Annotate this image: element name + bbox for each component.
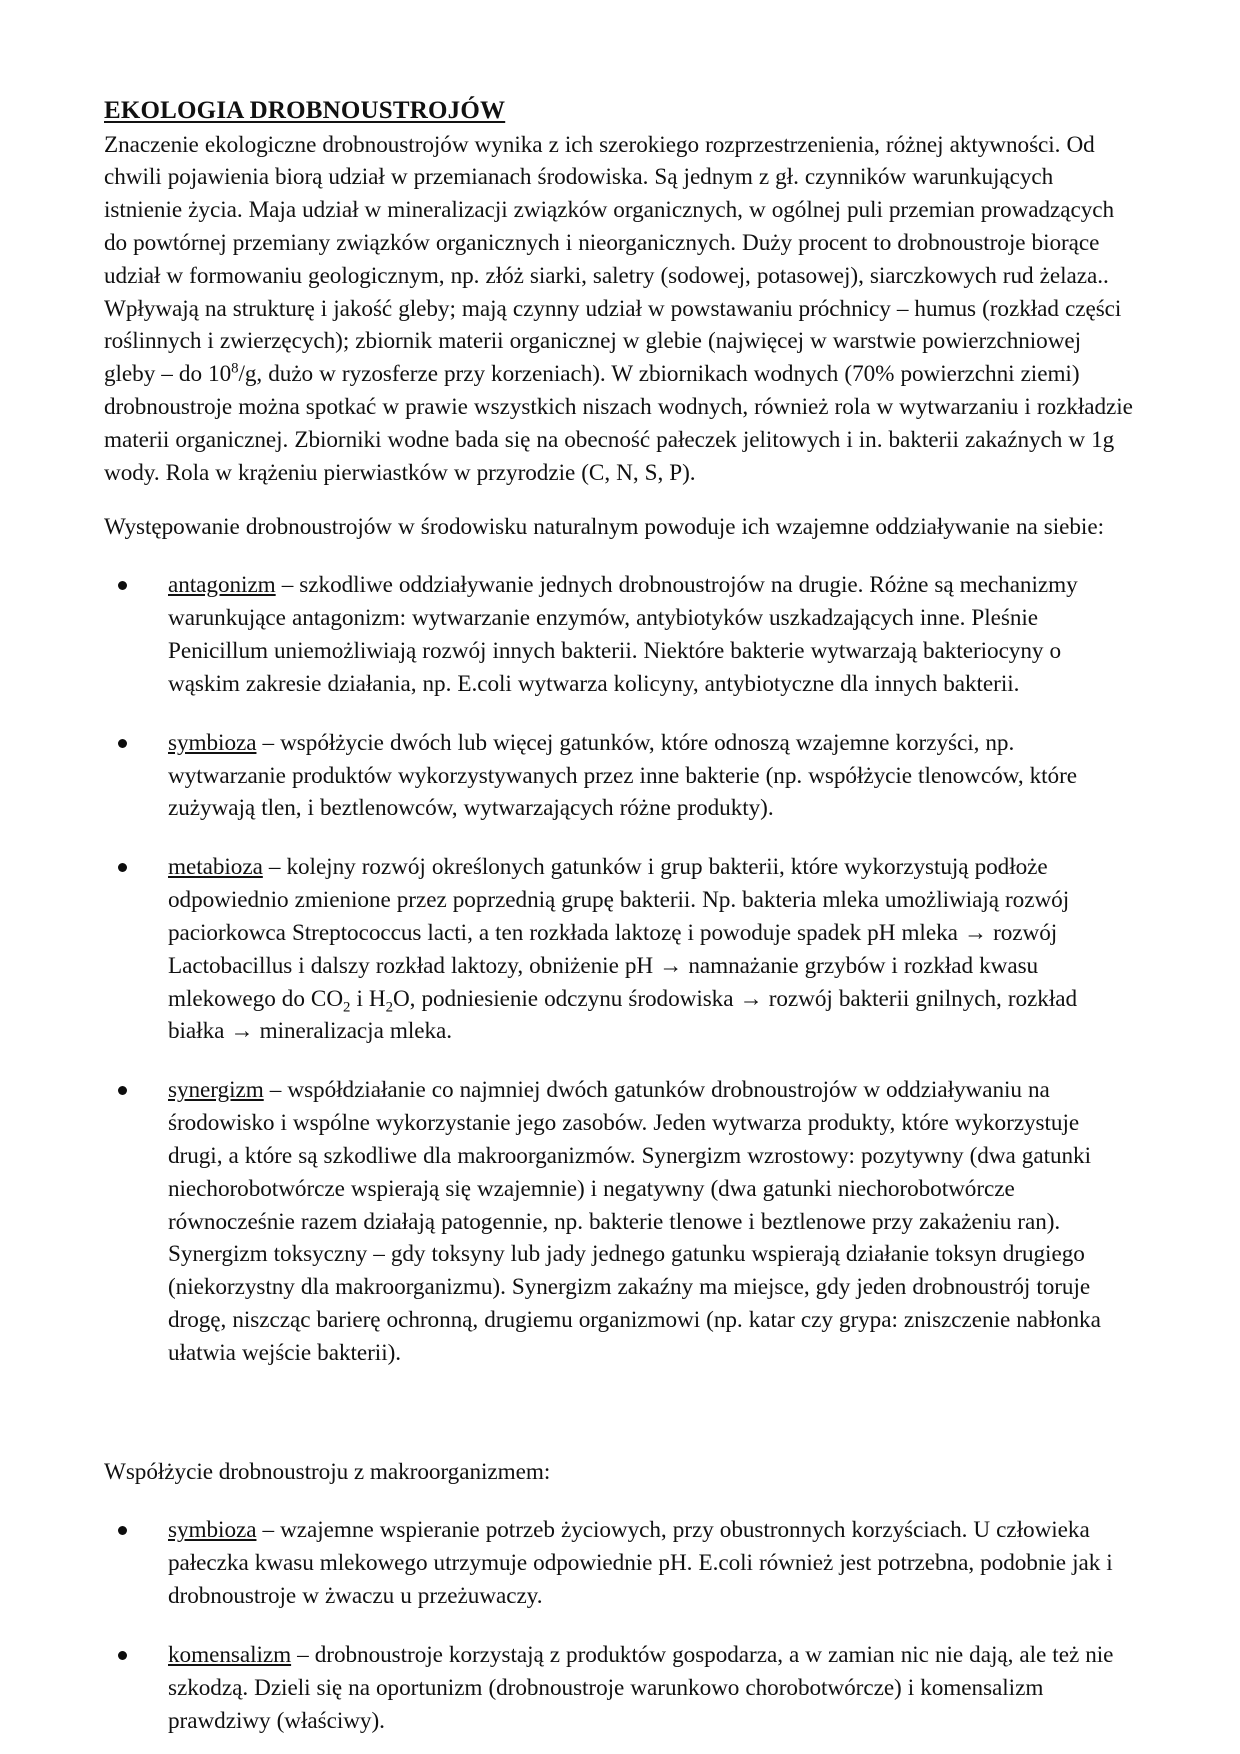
co2-subscript: 2 (343, 999, 351, 1016)
intro-exponent: 8 (231, 360, 239, 377)
definition-metabioza-part2: i H (350, 985, 386, 1012)
list-item (104, 1074, 1136, 1369)
page-title: EKOLOGIA DROBNOUSTROJÓW (104, 97, 506, 124)
term-symbioza-macro: symbioza (168, 1517, 257, 1544)
natural-environment-bullet-list (104, 569, 1136, 1369)
definition-metabioza-part3: O, podniesienie odczynu środowiska → rozwój bakterii gnilnych, rozkład białka → mineralizacja mleka. (168, 985, 1078, 1045)
term-metabioza: metabioza (168, 854, 263, 881)
definition-komensalizm: – drobnoustroje korzystają z produktów gospodarza, a w zamian nic nie dają, ale też nie szkodzą. Dzieli się na oportunizm (drobnoustroje warunkowo chorobotwórcze) i komensalizm prawdziwy (właściwy). (168, 1641, 1114, 1734)
definition-antagonizm: – szkodliwe oddziaływanie jednych drobnoustrojów na drugie. Różne są mechanizmy warunkujące antagonizm: wytwarzanie enzymów, antybiotyków uszkadzających inne. Pleśnie Penicillum uniemożliwiają rozwój innych bakterii. Niektóre bakterie wytwarzają bakteriocyny o wąskim zakresie działania, np. E.coli wytwarza kolicyny, antybiotyczne dla innych bakterii. (168, 572, 1078, 697)
definition-metabioza-part1: – kolejny rozwój określonych gatunków i grup bakterii, które wykorzystują podłoże odpowiednio zmienione przez poprzednią grupę bakterii. Np. bakteria mleka umożliwiają rozwój paciorkowca Streptococcus lacti, a ten rozkłada laktozę i powoduje spadek pH mleka → rozwój Lactobacillus i dalszy rozkład laktozy, obniżenie pH → namnażanie grzybów i rozkład kwasu mlekowego do CO (168, 854, 1070, 1012)
list-item (104, 851, 1136, 1048)
list-item (104, 727, 1136, 825)
intro-paragraph (104, 129, 1136, 490)
term-komensalizm: komensalizm (168, 1641, 292, 1668)
term-antagonizm: antagonizm (168, 572, 276, 599)
intro-text-part1: Znaczenie ekologiczne drobnoustrojów wynika z ich szerokiego rozprzestrzenienia, różnej aktywności. Od chwili pojawienia biorą udział w przemianach środowiska. Są jednym z gł. czynników warunkujących istnienie życia. Maja udział w mineralizacji związków organicznych, w ogólnej puli przemian prowadzących do powtórnej przemiany związków organicznych i nieorganicznych. Duży procent to drobnoustroje biorące udział w formowaniu geologicznym, np. złóż siarki, saletry (sodowej, potasowej), siarczkowych rud żelaza.. Wpływają na strukturę i jakość gleby; mają czynny udział w powstawaniu próchnicy – humus (rozkład części roślinnych i zwierzęcych); zbiornik materii organicznej w glebie (najwięcej w warstwie powierzchniowej gleby – do 10 (104, 131, 1122, 388)
list-item (104, 1639, 1136, 1737)
intro-text-part2: /g, dużo w ryzosferze przy korzeniach). W zbiornikach wodnych (70% powierzchni ziemi) drobnoustroje można spotkać w prawie wszystkich niszach wodnych, również rola w wytwarzaniu i rozkładzie materii organicznej. Zbiorniki wodne bada się na obecność pałeczek jelitowych i in. bakterii zakaźnych w 1g wody. Rola w krążeniu pierwiastków w przyrodzie (C, N, S, P). (104, 361, 1133, 486)
macroorganism-section-lead: Współżycie drobnoustroju z makroorganizmem: (104, 1458, 551, 1485)
definition-symbioza: – współżycie dwóch lub więcej gatunków, które odnoszą wzajemne korzyści, np. wytwarzanie produktów wykorzystywanych przez inne bakterie (np. współżycie tlenowców, które zużywają tlen, i beztlenowców, wytwarzających różne produkty). (168, 729, 1078, 822)
term-synergizm: synergizm (168, 1077, 264, 1104)
definition-synergizm: – współdziałanie co najmniej dwóch gatunków drobnoustrojów w oddziaływaniu na środowisko i wspólne wykorzystanie jego zasobów. Jeden wytwarza produkty, które wykorzystuje drugi, a które są szkodliwe dla makroorganizmów. Synergizm wzrostowy: pozytywny (dwa gatunki niechorobotwórcze wspierają się wzajemnie) i negatywny (dwa gatunki niechorobotwórcze równocześnie razem działają patogennie, np. bakterie tlenowe i beztlenowe przy zakażeniu ran). Synergizm toksyczny – gdy toksyny lub jady jednego gatunku wspierają działanie toksyn drugiego (niekorzystny dla makroorganizmu). Synergizm zakaźny ma miejsce, gdy jeden drobnoustrój toruje drogę, niszcząc barierę ochronną, drugiemu organizmowi (np. katar czy grypa: zniszczenie nabłonka ułatwia wejście bakterii). (168, 1077, 1101, 1366)
definition-symbioza-macro: – wzajemne wspieranie potrzeb życiowych, przy obustronnych korzyściach. U człowieka pałeczka kwasu mlekowego utrzymuje odpowiednie pH. E.coli również jest potrzebna, podobnie jak i drobnoustroje w żwaczu u przeżuwaczy. (168, 1517, 1113, 1610)
h2o-subscript: 2 (385, 999, 393, 1016)
list-item (104, 1514, 1136, 1612)
term-symbioza: symbioza (168, 729, 257, 756)
list-item (104, 569, 1136, 700)
natural-environment-lead: Występowanie drobnoustrojów w środowisku naturalnym powoduje ich wzajemne oddziaływanie na siebie: (104, 513, 1104, 540)
macroorganism-bullet-list (104, 1514, 1136, 1737)
section-spacer (104, 1370, 1136, 1456)
